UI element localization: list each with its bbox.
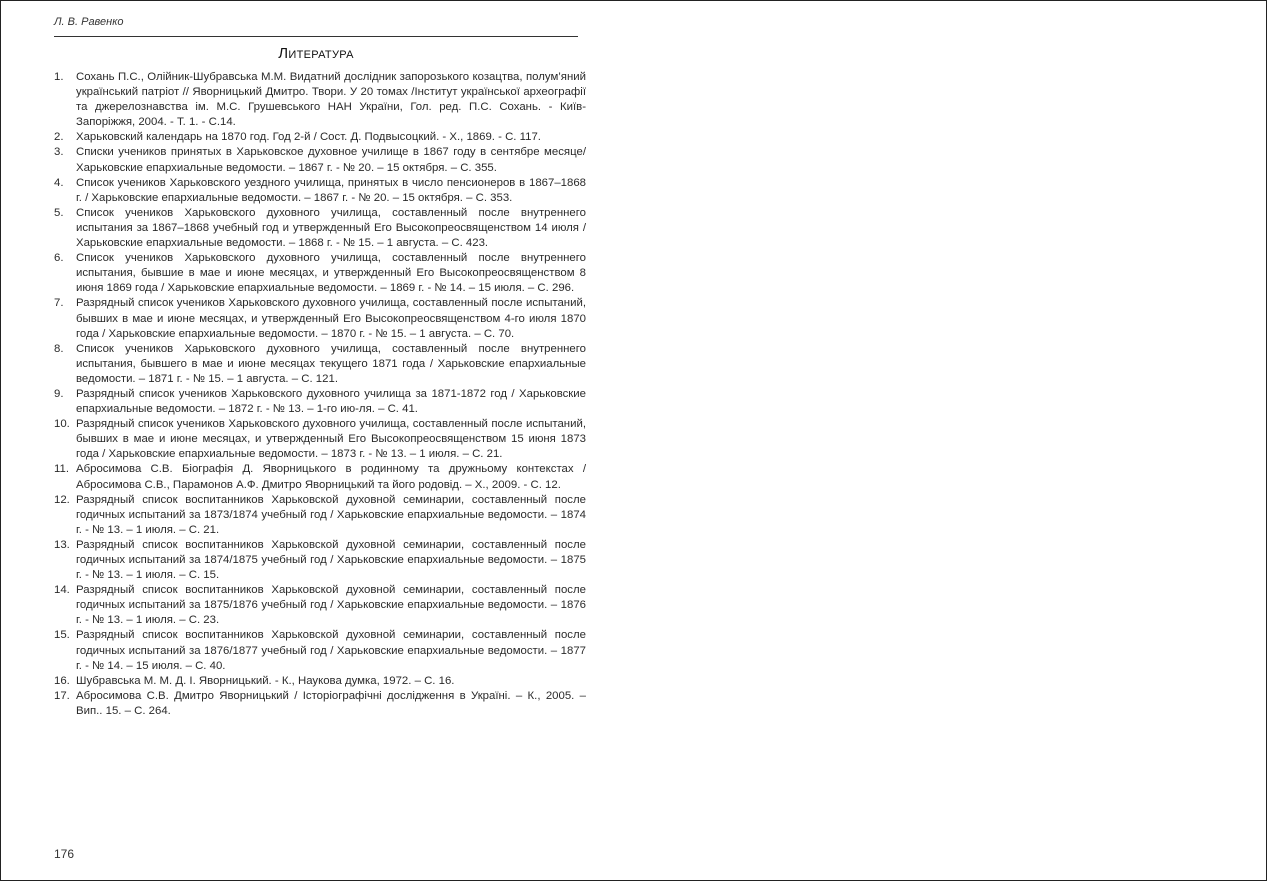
reference-item	[54, 689, 586, 719]
page-number: 176	[54, 847, 75, 861]
reference-number: 15.	[54, 629, 70, 642]
reference-item	[54, 176, 586, 206]
reference-text: Абросимова С.В. Дмитро Яворницький / Історіографічні дослідження в Україні. – К., 2005. – Вип.. 15. – С. 264.	[76, 689, 586, 717]
reference-item	[54, 538, 586, 583]
reference-text: Шубравська М. М. Д. І. Яворницький. - К., Наукова думка, 1972. – С. 16.	[76, 674, 455, 687]
reference-number: 14.	[54, 584, 70, 597]
reference-item	[54, 417, 586, 462]
reference-number: 16.	[54, 674, 70, 687]
reference-item	[54, 628, 586, 673]
reference-text: Разрядный список воспитанников Харьковской духовной семинарии, составленный после годичных испытаний за 1876/1877 учебный год / Харьковские епархиальные ведомости. – 1877 г. - № 14. – 15 июля. – С. 40.	[76, 629, 586, 672]
reference-text: Разрядный список воспитанников Харьковской духовной семинарии, составленный после годичных испытаний за 1875/1876 учебный год / Харьковские епархиальные ведомости. – 1876 г. - № 13. – 1 июля. – С. 23.	[76, 584, 586, 627]
reference-text: Разрядный список учеников Харьковского духовного училища, составленный после испытаний, бывших в мае и июне месяцах, и утвержденный Его Высокопреосвященством 15 июня 1873 года / Харьковские епархиальные ведомости. – 1873 г. - № 13. – 1 июля. – С. 21.	[76, 418, 586, 461]
reference-number: 11.	[54, 463, 69, 476]
reference-text: Харьковский календарь на 1870 год. Год 2-й / Сост. Д. Подвысоцкий. - Х., 1869. - С. 117.	[76, 131, 541, 144]
reference-text: Разрядный список воспитанников Харьковской духовной семинарии, составленный после годичных испытаний за 1873/1874 учебный год / Харьковские епархиальные ведомости. – 1874 г. - № 13. – 1 июля. – С. 21.	[76, 493, 586, 536]
reference-number: 10.	[54, 418, 70, 431]
reference-item	[54, 206, 586, 251]
reference-number: 9.	[54, 387, 64, 400]
reference-item	[54, 462, 586, 492]
reference-number: 2.	[54, 131, 64, 144]
reference-text: Список учеников Харьковского духовного училища, составленный после внутреннего испытания за 1867–1868 учебный год и утвержденный Его Высокопреосвященством 14 июля / Харьковские епархиальные ведомости. – 1868 г. - № 15. – 1 августа. – С. 423.	[76, 206, 586, 250]
reference-text: Разрядный список учеников Харьковского духовного училища за 1871-1872 год / Харьковские епархиальные ведомости. – 1872 г. - № 13. – 1-го ию-ля. – С. 41.	[76, 387, 586, 416]
reference-text: Список учеников Харьковского духовного училища, составленный после внутреннего испытания, бывшие в мае и июне месяцах, и утвержденный Его Высокопреосвященством 8 июня 1869 года / Харьковские епархиальные ведомости. – 1869 г. - № 14. – 15 июля. – С. 296.	[76, 252, 586, 295]
reference-number: 7.	[54, 297, 64, 310]
reference-item	[54, 387, 586, 417]
reference-text: Список учеников Харьковского духовного училища, составленный после внутреннего испытания, бывшего в мае и июне месяцах текущего 1871 года / Харьковские епархиальные ведомости. – 1871 г. - № 15. – 1 августа. – С. 121.	[76, 342, 586, 385]
reference-text: Абросимова С.В. Біографія Д. Яворницького в родинному та дружньому контекстах / Абросимова С.В., Парамонов А.Ф. Дмитро Яворницький та його родовід. – Х., 2009. - С. 12.	[76, 463, 586, 491]
reference-item	[54, 130, 586, 145]
section-title: Литература	[278, 45, 354, 62]
reference-text: Список учеников Харьковского уездного училища, принятых в число пенсионеров в 1867–1868 г. / Харьковские епархиальные ведомости. – 1867 г. - № 20. – 15 октября. – С. 353.	[76, 176, 586, 204]
running-header-author: Л. В. Равенко	[54, 16, 124, 28]
reference-text: Разрядный список воспитанников Харьковской духовной семинарии, составленный после годичных испытаний за 1874/1875 учебный год / Харьковские епархиальные ведомости. – 1875 г. - № 13. – 1 июля. – С. 15.	[76, 538, 586, 582]
reference-number: 5.	[54, 206, 64, 219]
reference-number: 6.	[54, 252, 64, 265]
header-rule	[54, 36, 578, 37]
reference-item	[54, 70, 586, 130]
reference-item	[54, 493, 586, 538]
reference-number: 4.	[54, 176, 64, 189]
reference-number: 12.	[54, 493, 70, 506]
reference-number: 3.	[54, 146, 64, 159]
reference-text: Списки учеников принятых в Харьковское духовное училище в 1867 году в сентябре месяце/ Харьковские епархиальные ведомости. – 1867 г. - № 20. – 15 октября. – С. 355.	[76, 146, 586, 174]
reference-text: Разрядный список учеников Харьковского духовного училища, составленный после испытаний, бывших в мае и июне месяцах, и утвержденный Его Высокопреосвященством 4-го июля 1870 года / Харьковские епархиальные ведомости. – 1870 г. - № 15. – 1 августа. – С. 70.	[76, 297, 586, 340]
reference-item	[54, 296, 586, 341]
reference-text: Сохань П.С., Олійник-Шубравська М.М. Видатний дослідник запорозького козацтва, полум’яний український патріот // Яворницький Дмитро. Твори. У 20 томах /Інститут української археографії та джерелознавства ім. М.С. Грушевського НАН України, Гол. ред. П.С. Сохань. - Київ-Запоріжжя, 2004. - Т. 1. - С.14.	[76, 71, 586, 129]
reference-item	[54, 251, 586, 296]
reference-number: 17.	[54, 689, 70, 702]
reference-item	[54, 583, 586, 628]
reference-item	[54, 145, 586, 175]
reference-number: 8.	[54, 342, 64, 355]
reference-item	[54, 674, 586, 689]
reference-list	[54, 70, 586, 719]
reference-item	[54, 342, 586, 387]
reference-number: 1.	[54, 71, 64, 83]
reference-number: 13.	[54, 538, 70, 551]
